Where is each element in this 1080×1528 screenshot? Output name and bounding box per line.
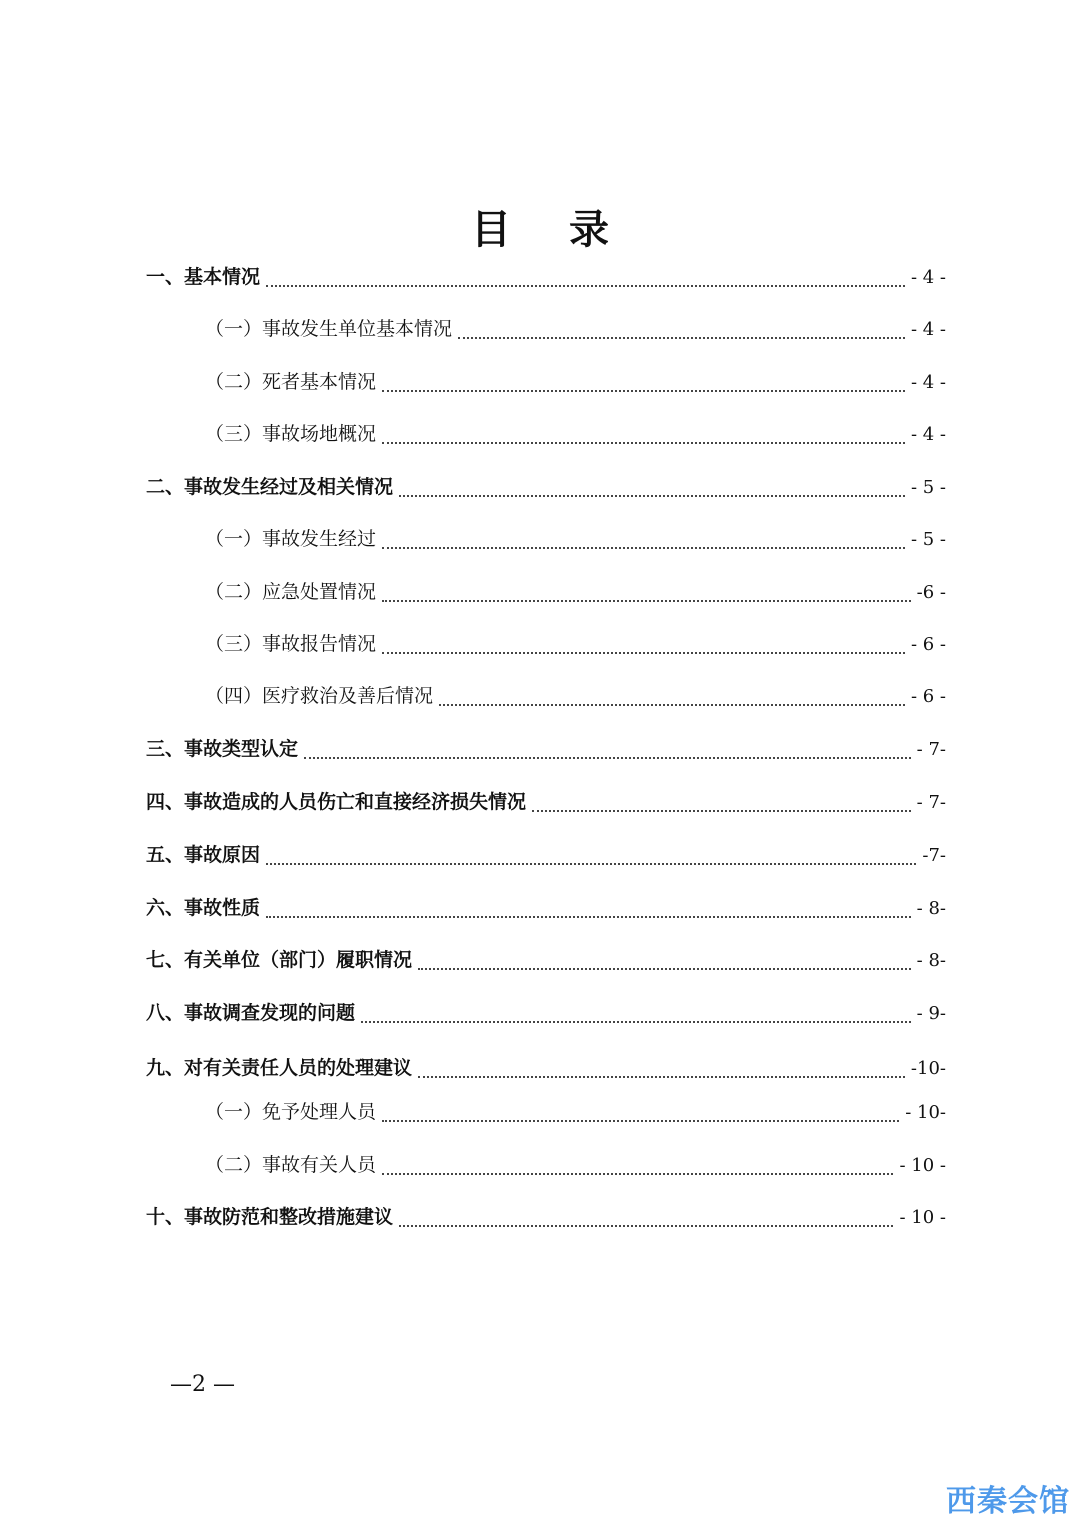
toc-entry-page: - 6 - <box>910 686 946 707</box>
watermark-logo: 西秦会馆 <box>946 1484 1070 1519</box>
toc-leader-dots <box>439 704 905 706</box>
toc-entry-label: （二）事故有关人员 <box>205 1154 377 1176</box>
toc-leader-dots <box>266 285 905 287</box>
toc-leader-dots <box>382 652 905 654</box>
toc-entry[interactable] <box>205 367 946 397</box>
toc-leader-dots <box>382 390 905 392</box>
toc-leader-dots <box>418 968 911 970</box>
toc-entry[interactable] <box>205 314 946 344</box>
toc-entry[interactable] <box>205 577 946 607</box>
toc-leader-dots <box>532 810 911 812</box>
toc-entry-label: （三）事故报告情况 <box>205 633 377 655</box>
toc-entry-label: 六、事故性质 <box>146 897 261 919</box>
toc-entry-page: - 5 - <box>910 529 946 550</box>
toc-leader-dots <box>458 337 905 339</box>
toc-leader-dots <box>382 547 905 549</box>
toc-entry[interactable] <box>146 472 946 502</box>
toc-entry-label: 八、事故调查发现的问题 <box>146 1002 356 1024</box>
toc-leader-dots <box>266 863 916 865</box>
toc-entry-page: - 6 - <box>910 634 946 655</box>
toc-entry-page: - 8- <box>916 950 946 971</box>
toc-entry-page: - 4 - <box>910 424 946 445</box>
toc-entry-page: -6 - <box>916 582 946 603</box>
toc-entry-label: （二）应急处置情况 <box>205 581 377 603</box>
toc-entry-page: - 8- <box>916 898 946 919</box>
toc-entry-label: 五、事故原因 <box>146 844 261 866</box>
toc-entry[interactable] <box>205 419 946 449</box>
toc-entry[interactable] <box>146 945 946 975</box>
toc-entry[interactable] <box>146 734 946 764</box>
toc-leader-dots <box>304 757 911 759</box>
toc-entry-label: （一）事故发生经过 <box>205 528 377 550</box>
toc-entry[interactable] <box>205 1097 946 1127</box>
toc-entry[interactable] <box>146 262 946 292</box>
toc-entry[interactable] <box>146 1202 946 1232</box>
toc-leader-dots <box>266 916 911 918</box>
toc-entry-label: 四、事故造成的人员伤亡和直接经济损失情况 <box>146 791 527 813</box>
toc-entry-label: 七、有关单位（部门）履职情况 <box>146 949 413 971</box>
toc-leader-dots <box>399 1225 893 1227</box>
toc-leader-dots <box>361 1021 911 1023</box>
toc-entry-page: - 10 - <box>899 1155 946 1176</box>
toc-entry[interactable] <box>146 893 946 923</box>
toc-entry-page: - 10 - <box>899 1207 946 1228</box>
toc-leader-dots <box>382 1120 899 1122</box>
toc-entry-label: （三）事故场地概况 <box>205 423 377 445</box>
toc-entry[interactable] <box>205 524 946 554</box>
toc-entry[interactable] <box>146 840 946 870</box>
toc-entry-page: - 4 - <box>910 319 946 340</box>
toc-entry[interactable] <box>205 629 946 659</box>
toc-leader-dots <box>418 1076 905 1078</box>
toc-title: 目 录 <box>471 207 631 253</box>
toc-entry-page: - 5 - <box>910 477 946 498</box>
toc-entry-page: - 7- <box>916 792 946 813</box>
toc-entry-page: - 4 - <box>910 267 946 288</box>
toc-entry[interactable] <box>205 1150 946 1180</box>
toc-entry[interactable] <box>146 1053 946 1083</box>
toc-leader-dots <box>399 495 905 497</box>
toc-entry-label: （一）免予处理人员 <box>205 1101 377 1123</box>
toc-entry-label: 二、事故发生经过及相关情况 <box>146 476 394 498</box>
toc-entry-page: - 9- <box>916 1003 946 1024</box>
toc-entry-page: - 7- <box>916 739 946 760</box>
toc-entry-page: - 4 - <box>910 372 946 393</box>
toc-entry-page: -10- <box>910 1058 946 1079</box>
toc-entry-page: - 10- <box>905 1102 946 1123</box>
toc-entry-label: 十、事故防范和整改措施建议 <box>146 1206 394 1228</box>
toc-entry-page: -7- <box>922 845 946 866</box>
toc-leader-dots <box>382 442 905 444</box>
toc-entry[interactable] <box>205 681 946 711</box>
toc-entry-label: 三、事故类型认定 <box>146 738 299 760</box>
toc-entry[interactable] <box>146 998 946 1028</box>
toc-entry-label: （二）死者基本情况 <box>205 371 377 393</box>
toc-leader-dots <box>382 600 911 602</box>
toc-leader-dots <box>382 1173 893 1175</box>
toc-entry-label: 九、对有关责任人员的处理建议 <box>146 1057 413 1079</box>
page-number: —2 — <box>170 1372 235 1397</box>
toc-entry-label: 一、基本情况 <box>146 266 261 288</box>
toc-entry-label: （四）医疗救治及善后情况 <box>205 685 434 707</box>
toc-entry-label: （一）事故发生单位基本情况 <box>205 318 453 340</box>
toc-entry[interactable] <box>146 787 946 817</box>
